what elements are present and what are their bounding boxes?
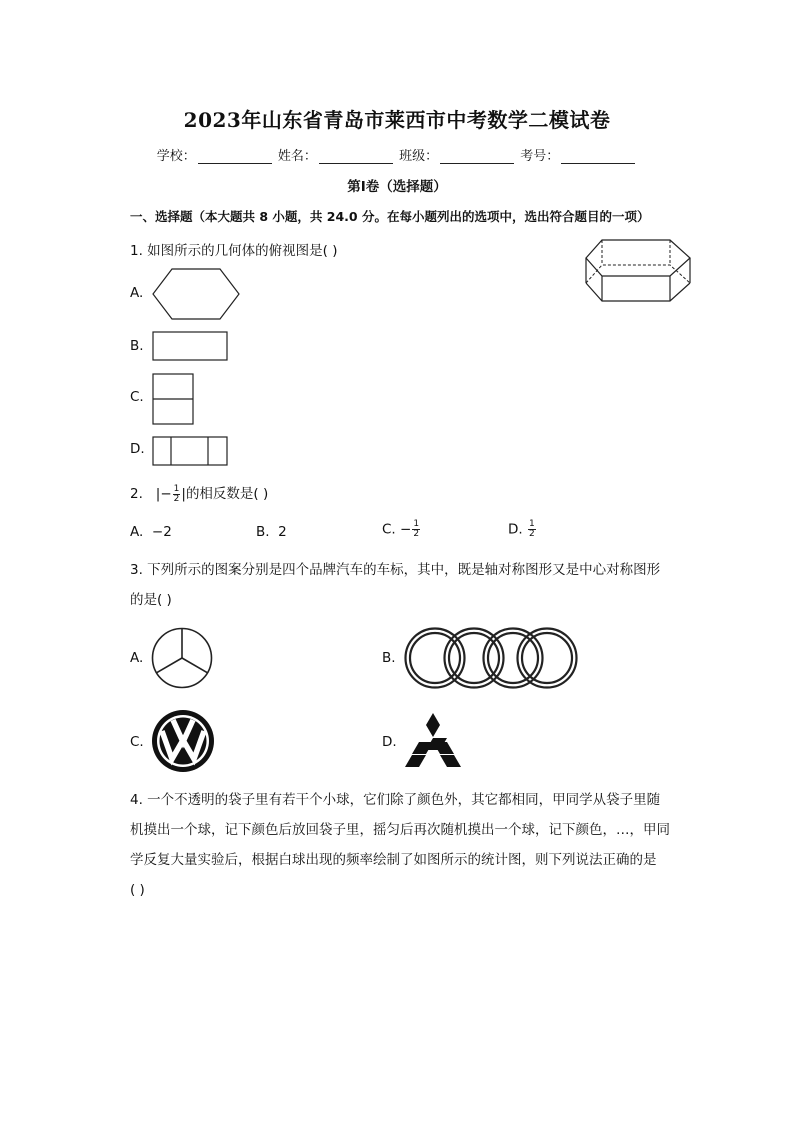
q3-option-b-label[interactable]: B.	[382, 650, 396, 666]
q2-frac-num: 1	[173, 483, 180, 494]
q2-abs-close: |	[181, 486, 186, 502]
class-label: 班级：	[399, 149, 439, 164]
q2-option-c-den: 2	[413, 529, 420, 539]
q2-option-c-fraction	[412, 520, 420, 539]
q3-text	[130, 555, 660, 615]
q2-option-a[interactable]	[130, 524, 172, 540]
school-blank[interactable]	[198, 149, 272, 164]
q1-option-d-label[interactable]: D.	[130, 441, 145, 457]
q3-option-c-label[interactable]: C.	[130, 734, 144, 750]
q2-option-b-value: 2	[278, 524, 287, 540]
hexagon-option-figure	[152, 268, 240, 320]
name-blank[interactable]	[319, 149, 393, 164]
student-info-line	[0, 145, 794, 164]
q2-frac-den: 2	[173, 493, 180, 504]
q2-rest: 的相反数是( )	[185, 486, 269, 502]
q2-number: 2.	[130, 486, 143, 502]
section-heading: 一、选择题（本大题共 8 小题，共 24.0 分。在每小题列出的选项中，选出符合题目的一项）	[130, 209, 650, 224]
school-label: 学校：	[156, 149, 196, 164]
q1-option-c-label[interactable]: C.	[130, 389, 144, 405]
q2-option-d-num: 1	[528, 519, 535, 529]
q2-option-c-num: 1	[413, 519, 420, 529]
volkswagen-logo-icon	[151, 709, 215, 773]
name-label: 姓名：	[277, 149, 317, 164]
q4-line-3: 学反复大量实验后，根据白球出现的频率绘制了如图所示的统计图，则下列说法正确的是	[130, 852, 657, 868]
q3-line-1: 3. 下列所示的图案分别是四个品牌汽车的车标，其中，既是轴对称图形又是中心对称图形	[130, 562, 661, 578]
q2-option-b-label: B.	[256, 524, 270, 540]
q2-option-c[interactable]	[382, 520, 421, 539]
q3-line-2: 的是( )	[130, 592, 172, 608]
page-title: 2023年山东省青岛市莱西市中考数学二模试卷	[183, 108, 611, 132]
q2-fraction	[173, 485, 181, 504]
mitsubishi-logo-icon	[402, 713, 464, 767]
divided-rectangle-option-figure	[152, 436, 228, 466]
q2-option-a-label: A.	[130, 524, 144, 540]
q2-option-a-value: −2	[151, 524, 172, 540]
q2-option-c-sign: −	[400, 521, 412, 538]
q2-option-d-label: D.	[508, 521, 523, 538]
q4-line-2: 机摸出一个球，记下颜色后放回袋子里，摇匀后再次随机摸出一个球，记下颜色，…，甲同	[130, 822, 670, 838]
number-label: 考号：	[520, 149, 560, 164]
q3-option-a-label[interactable]: A.	[130, 650, 144, 666]
q3-option-d-label[interactable]: D.	[382, 734, 397, 750]
q4-line-4: ( )	[130, 882, 145, 898]
class-blank[interactable]	[440, 149, 514, 164]
q4-text	[130, 785, 670, 905]
mercedes-logo-icon	[151, 627, 213, 689]
split-square-option-figure	[152, 373, 194, 425]
q1-option-a-label[interactable]: A.	[130, 285, 144, 301]
q2-abs-open: |−	[155, 486, 172, 502]
q2-option-d-fraction	[528, 520, 536, 539]
q2-option-b[interactable]	[256, 524, 287, 540]
q1-text: 1. 如图所示的几何体的俯视图是( )	[130, 243, 338, 259]
part-title: 第I卷（选择题）	[347, 179, 447, 195]
q2-option-d-den: 2	[528, 529, 535, 539]
number-blank[interactable]	[561, 149, 635, 164]
q2-option-c-label: C.	[382, 521, 396, 538]
q4-line-1: 4. 一个不透明的袋子里有若干个小球，它们除了颜色外，其它都相同，甲同学从袋子里随	[130, 792, 661, 808]
q2-text	[130, 482, 268, 504]
rectangle-option-figure	[152, 331, 228, 361]
q2-option-d[interactable]	[508, 520, 537, 539]
hexagonal-prism-figure	[584, 236, 696, 308]
q1-option-b-label[interactable]: B.	[130, 338, 144, 354]
audi-rings-logo-icon	[403, 626, 579, 690]
